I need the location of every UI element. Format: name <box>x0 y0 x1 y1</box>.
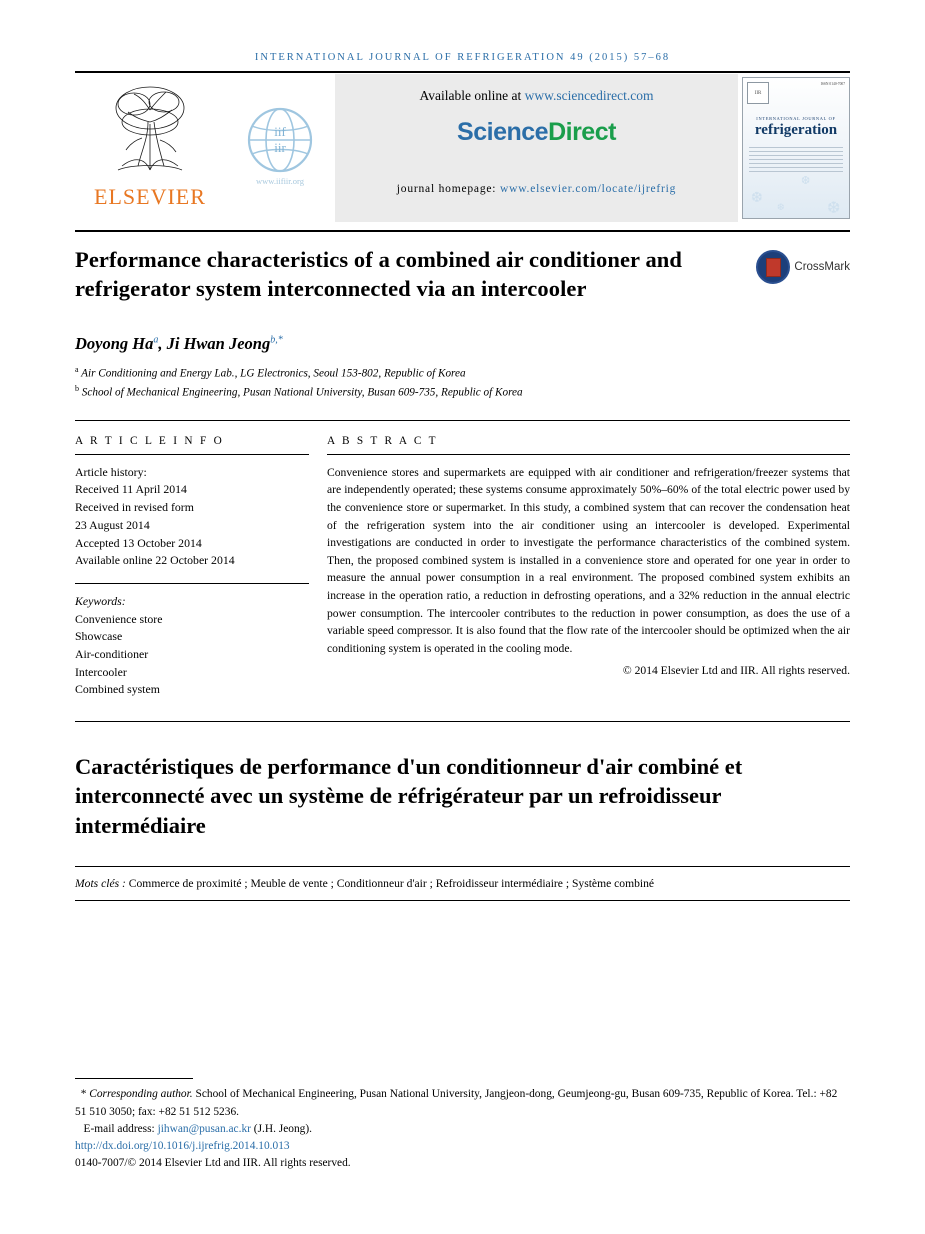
abstract-heading: A B S T R A C T <box>327 434 438 447</box>
cover-org-line: INTERNATIONAL JOURNAL OF <box>756 116 836 121</box>
abstract-copyright: © 2014 Elsevier Ltd and IIR. All rights reserved. <box>622 664 850 678</box>
author-separator: , <box>158 333 167 353</box>
corresponding-author-label: Corresponding author. <box>89 1088 193 1101</box>
keyword-item: Combined system <box>75 682 160 697</box>
svg-text:iif: iif <box>274 123 286 139</box>
article-info-heading: A R T I C L E I N F O <box>75 434 225 447</box>
corresponding-author-text: School of Mechanical Engineering, Pusan National University, Jangjeon-dong, Geumjeong-gu, Busan 609-735, Republic of Korea. Tel.: +82 51 510 3050; fax: +82 51 512 5236. <box>75 1088 838 1118</box>
keyword-item: Air-conditioner <box>75 646 149 661</box>
affiliation-item <box>75 364 850 383</box>
header-rule-thick <box>75 71 850 73</box>
svg-text:www.iifiir.org: www.iifiir.org <box>256 175 304 186</box>
abstract-heading-rule <box>327 454 850 455</box>
available-online-label: Available online at <box>419 88 522 103</box>
corresponding-author-marker: * <box>80 1088 87 1101</box>
snowflake-icon: ❆ <box>801 175 811 187</box>
keywords-rule <box>75 583 309 584</box>
email-note <box>75 1121 850 1138</box>
available-online-line <box>420 88 654 104</box>
affiliations <box>75 364 850 402</box>
snowflake-icon: ❆ <box>777 202 785 212</box>
french-keywords-rule-bottom <box>75 900 850 901</box>
corresponding-author-note <box>75 1086 850 1120</box>
article-info-column <box>75 435 327 699</box>
elsevier-logo-block <box>75 74 225 222</box>
abstract-text: Convenience stores and supermarkets are equipped with air conditioner and refrigeration/freezer systems that are independently operated; these systems consume approximately 50%–60% of the total electric power used by the convenience store or supermarket. In this study, a combined system that can recover the condensation heat of the refrigeration system into the air conditioner using an intercooler is developed. Experimental investigations are conducted in order to investigate the performance characteristics of the combined system. Then, the proposed combined system is installed in a convenience store and operated for one year in order to measure the annual power consumption in a real environment. The proposed combined system exhibits an increase in the operation ratio, a reduction in defrosting operations, and a 32% reduction in the annual electric power consumption. The intercooler contributes to the reduction in power consumption, as does the use of a variable speed compressor. It is also found that the flow rate of the intercooler should be optimized when the air conditioning system is operated in the cooling mode. <box>327 465 850 655</box>
keyword-item: Intercooler <box>75 664 127 679</box>
journal-masthead <box>75 74 850 222</box>
sciencedirect-link[interactable]: www.sciencedirect.com <box>524 88 654 103</box>
info-abstract-rule-top <box>75 420 850 421</box>
french-keywords-label: Mots clés : <box>75 876 126 890</box>
keyword-item: Showcase <box>75 629 123 644</box>
article-info-heading-rule <box>75 454 309 455</box>
affiliation-marker: b <box>75 383 79 393</box>
doi-line <box>75 1138 850 1155</box>
article-history-item: Accepted 13 October 2014 <box>75 535 202 550</box>
crossmark-label: CrossMark <box>794 261 850 273</box>
author-name-1: Doyong Ha <box>75 333 154 353</box>
article-history-item: Received 11 April 2014 <box>75 482 187 497</box>
affiliation-marker: a <box>75 364 79 374</box>
journal-homepage-link[interactable]: www.elsevier.com/locate/ijrefrig <box>499 183 677 195</box>
running-head: INTERNATIONAL JOURNAL OF REFRIGERATION 49 (2015) 57–68 <box>254 52 671 63</box>
french-title: Caractéristiques de performance d'un conditionneur d'air combiné et interconnecté avec un système de réfrigérateur par un refroidisseur intermédiaire <box>75 754 743 838</box>
keyword-item: Convenience store <box>75 611 163 626</box>
article-history-item: Received in revised form <box>75 500 194 515</box>
author-2-affiliation-marker: b,* <box>270 334 283 346</box>
article-history-label: Article history: <box>75 464 147 479</box>
cover-title: refrigeration <box>754 122 838 138</box>
journal-homepage-label: journal homepage: <box>396 183 497 195</box>
footnote-rule <box>75 1078 193 1079</box>
sciencedirect-word-direct: Direct <box>548 118 616 146</box>
author-list <box>75 334 850 354</box>
article-info-abstract <box>75 435 850 699</box>
article-history-item: Available online 22 October 2014 <box>75 553 235 568</box>
snowflake-icon: ❆ <box>827 200 841 217</box>
page-title: Performance characteristics of a combined air conditioner and refrigerator system interconnected via an intercooler <box>75 247 683 301</box>
affiliation-text: School of Mechanical Engineering, Pusan National University, Busan 609-735, Republic of Korea <box>81 386 523 399</box>
iifiir-globe-icon <box>232 100 328 197</box>
journal-cover-thumbnail <box>742 77 850 219</box>
journal-cover-block <box>738 74 850 222</box>
iifiir-logo-block <box>225 74 335 222</box>
masthead-rule-bottom <box>75 230 850 232</box>
crossmark-icon <box>756 250 790 284</box>
cover-text-lines <box>749 147 843 172</box>
elsevier-wordmark: ELSEVIER <box>94 184 206 209</box>
affiliation-item <box>75 383 850 402</box>
title-block <box>75 246 850 304</box>
french-keywords-rule-top <box>75 866 850 867</box>
french-keywords-text: Commerce de proximité ; Meuble de vente ; Conditionneur d'air ; Refroidisseur intermédiaire ; Système combiné <box>128 876 655 890</box>
sciencedirect-word-science: Science <box>457 118 549 146</box>
email-suffix: (J.H. Jeong). <box>250 1122 313 1135</box>
author-name-2: Ji Hwan Jeong <box>166 333 271 353</box>
keywords-label: Keywords: <box>75 593 126 608</box>
elsevier-tree-icon <box>98 78 202 182</box>
snowflake-icon: ❆ <box>751 191 763 206</box>
article-history-item: 23 August 2014 <box>75 517 150 532</box>
sciencedirect-panel <box>335 74 738 222</box>
footnote-block <box>75 1078 850 1172</box>
abstract-column <box>327 435 850 699</box>
keywords-list <box>75 593 309 699</box>
doi-link[interactable]: http://dx.doi.org/10.1016/j.ijrefrig.2014.10.013 <box>75 1139 290 1152</box>
iir-cover-logo-icon: IIR <box>747 82 769 104</box>
sciencedirect-wordmark <box>457 118 616 147</box>
email-label: E-mail address: <box>83 1122 155 1135</box>
affiliation-text: Air Conditioning and Energy Lab., LG Electronics, Seoul 153-802, Republic of Korea <box>81 367 466 380</box>
issn-copyright-line: 0140-7007/© 2014 Elsevier Ltd and IIR. All rights reserved. <box>75 1156 351 1169</box>
crossmark-badge[interactable] <box>745 246 850 304</box>
author-1-affiliation-marker: a <box>153 334 159 346</box>
journal-homepage-line <box>397 183 676 195</box>
french-keywords <box>75 877 850 890</box>
svg-text:iir: iir <box>274 139 286 155</box>
article-history <box>75 464 309 570</box>
info-abstract-rule-bottom <box>75 721 850 722</box>
email-link[interactable]: jihwan@pusan.ac.kr <box>157 1122 251 1135</box>
cover-issn: ISSN 0140-7007 <box>820 82 845 86</box>
